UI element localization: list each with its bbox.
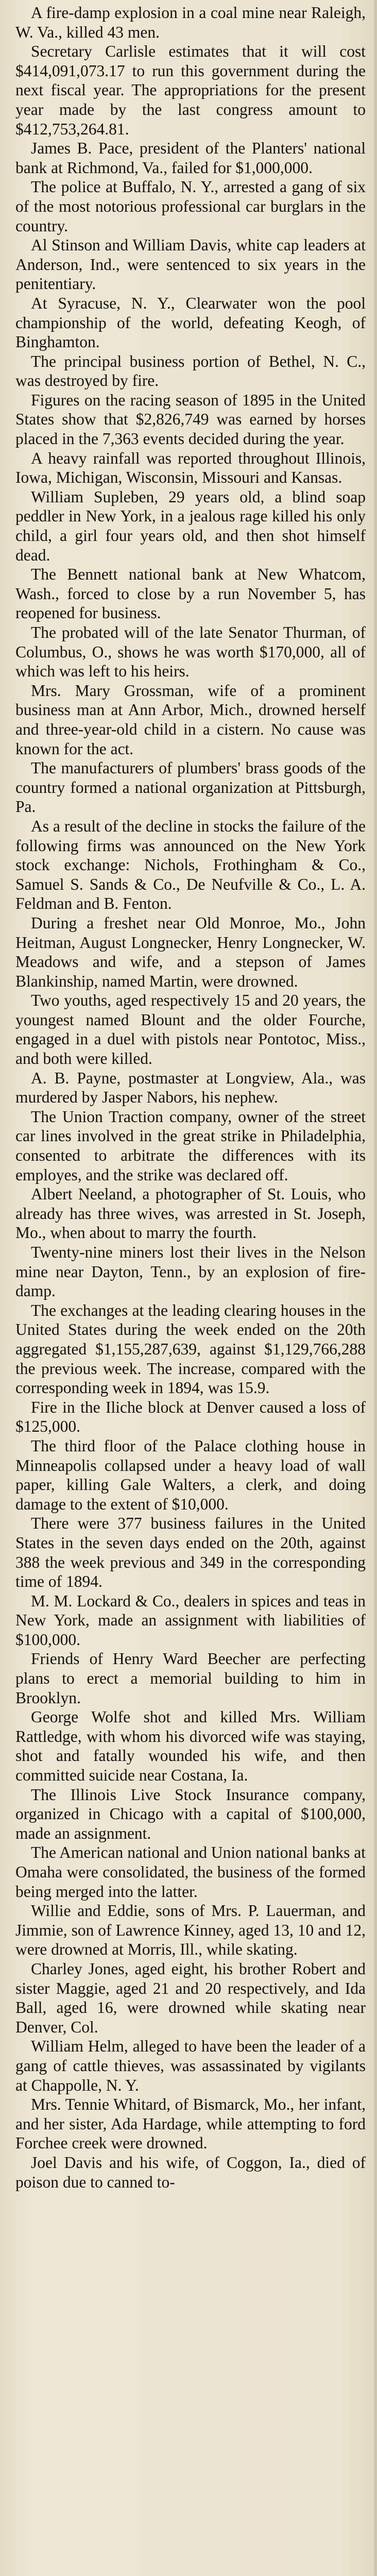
news-item: Mrs. Mary Grossman, wife of a prominent business man at Ann Arbor, Mich., drowned herself and three-year-old child in a cistern. No cause was known for the act. [15, 681, 366, 758]
news-item: A heavy rainfall was reported throughout Illinois, Iowa, Michigan, Wisconsin, Missouri and Kansas. [15, 449, 366, 487]
news-item: Mrs. Tennie Whitard, of Bismarck, Mo., her infant, and her sister, Ada Hardage, while attempting to ford Forchee creek were drowned. [15, 2095, 366, 2153]
news-item: As a result of the decline in stocks the failure of the following firms was announced on the New York stock exchange: Nichols, Frothingham & Co., Samuel S. Sands & Co., De Neufville & Co., L. A. Feldman and B. Fenton. [15, 817, 366, 913]
news-item: Figures on the racing season of 1895 in the United States show that $2,826,749 was earned by horses placed in the 7,363 events decided during the year. [15, 391, 366, 448]
news-item: The police at Buffalo, N. Y., arrested a gang of six of the most notorious professional car burglars in the country. [15, 178, 366, 235]
news-item: The third floor of the Palace clothing house in Minneapolis collapsed under a heavy load of wall paper, killing Gale Walters, a clerk, and doing damage to the extent of $10,000. [15, 1436, 366, 1513]
news-item: A fire-damp explosion in a coal mine near Raleigh, W. Va., killed 43 men. [15, 4, 366, 41]
news-item: Willie and Eddie, sons of Mrs. P. Lauerman, and Jimmie, son of Lawrence Kinney, aged 13, 10 and 12, were drowned at Morris, Ill., while skating. [15, 1902, 366, 1959]
news-item: William Helm, alleged to have been the leader of a gang of cattle thieves, was assassinated by vigilants at Chappolle, N. Y. [15, 2037, 366, 2094]
news-item: The Union Traction company, owner of the street car lines involved in the great strike in Philadelphia, consented to arbitrate the differences with its employes, and the strike was declared off. [15, 1107, 366, 1184]
news-item: The manufacturers of plumbers' brass goods of the country formed a national organization at Pittsburgh, Pa. [15, 759, 366, 816]
news-item: Al Stinson and William Davis, white cap leaders at Anderson, Ind., were sentenced to six years in the penitentiary. [15, 236, 366, 293]
news-item: The probated will of the late Senator Thurman, of Columbus, O., shows he was worth $170,000, all of which was left to his heirs. [15, 623, 366, 681]
news-item: Friends of Henry Ward Beecher are perfecting plans to erect a memorial building to him in Brooklyn. [15, 1650, 366, 1707]
news-item: Twenty-nine miners lost their lives in the Nelson mine near Dayton, Tenn., by an explosion of fire-damp. [15, 1243, 366, 1300]
news-item: Joel Davis and his wife, of Coggon, Ia., died of poison due to canned to- [15, 2153, 366, 2191]
news-item: Secretary Carlisle estimates that it will cost $414,091,073.17 to run this government during the next fiscal year. The appropriations for the present year made by the last congress amount to $412,753,264.81. [15, 42, 366, 138]
news-item: Fire in the Iliche block at Denver caused a loss of $125,000. [15, 1398, 366, 1436]
news-item: The exchanges at the leading clearing houses in the United States during the week ended on the 20th aggregated $1,155,287,639, against $1,129,766,288 the previous week. The increase, compared with the corresponding week in 1894, was 15.9. [15, 1301, 366, 1397]
news-item: The Illinois Live Stock Insurance company, organized in Chicago with a capital of $100,000, made an assignment. [15, 1785, 366, 1842]
news-item: There were 377 business failures in the United States in the seven days ended on the 20th, against 388 the week previous and 349 in the corresponding time of 1894. [15, 1514, 366, 1591]
news-item: During a freshet near Old Monroe, Mo., John Heitman, August Longnecker, Henry Longnecker, W. Meadows and wife, and a stepson of James Blankinship, named Martin, were drowned. [15, 913, 366, 990]
news-item: Albert Neeland, a photographer of St. Louis, who already has three wives, was arrested in St. Joseph, Mo., when about to marry the fourth. [15, 1185, 366, 1242]
news-item: George Wolfe shot and killed Mrs. William Rattledge, with whom his divorced wife was staying, shot and fatally wounded his wife, and then committed suicide near Costana, Ia. [15, 1708, 366, 1785]
news-item: William Supleben, 29 years old, a blind soap peddler in New York, in a jealous rage killed his only child, a girl four years old, and then shot himself dead. [15, 487, 366, 564]
news-item: Charley Jones, aged eight, his brother Robert and sister Maggie, aged 21 and 20 respectively, and Ida Ball, aged 16, were drowned while skating near Denver, Col. [15, 1959, 366, 2036]
news-item: The principal business portion of Bethel, N. C., was destroyed by fire. [15, 352, 366, 390]
news-item: Two youths, aged respectively 15 and 20 years, the youngest named Blount and the older Fourche, engaged in a duel with pistols near Pontotoc, Miss., and both were killed. [15, 991, 366, 1068]
page-edge [374, 0, 377, 2576]
news-item: James B. Pace, president of the Planters' national bank at Richmond, Va., failed for $1,000,000. [15, 139, 366, 177]
news-item: The Bennett national bank at New Whatcom, Wash., forced to close by a run November 5, has reopened for business. [15, 565, 366, 622]
news-item: At Syracuse, N. Y., Clearwater won the pool championship of the world, defeating Keogh, of Binghamton. [15, 294, 366, 351]
news-item: M. M. Lockard & Co., dealers in spices and teas in New York, made an assignment with liabilities of $100,000. [15, 1591, 366, 1649]
news-column [15, 3, 366, 2192]
news-item: A. B. Payne, postmaster at Longview, Ala., was murdered by Jasper Nabors, his nephew. [15, 1069, 366, 1107]
news-item: The American national and Union national banks at Omaha were consolidated, the business of the formed being merged into the latter. [15, 1843, 366, 1901]
